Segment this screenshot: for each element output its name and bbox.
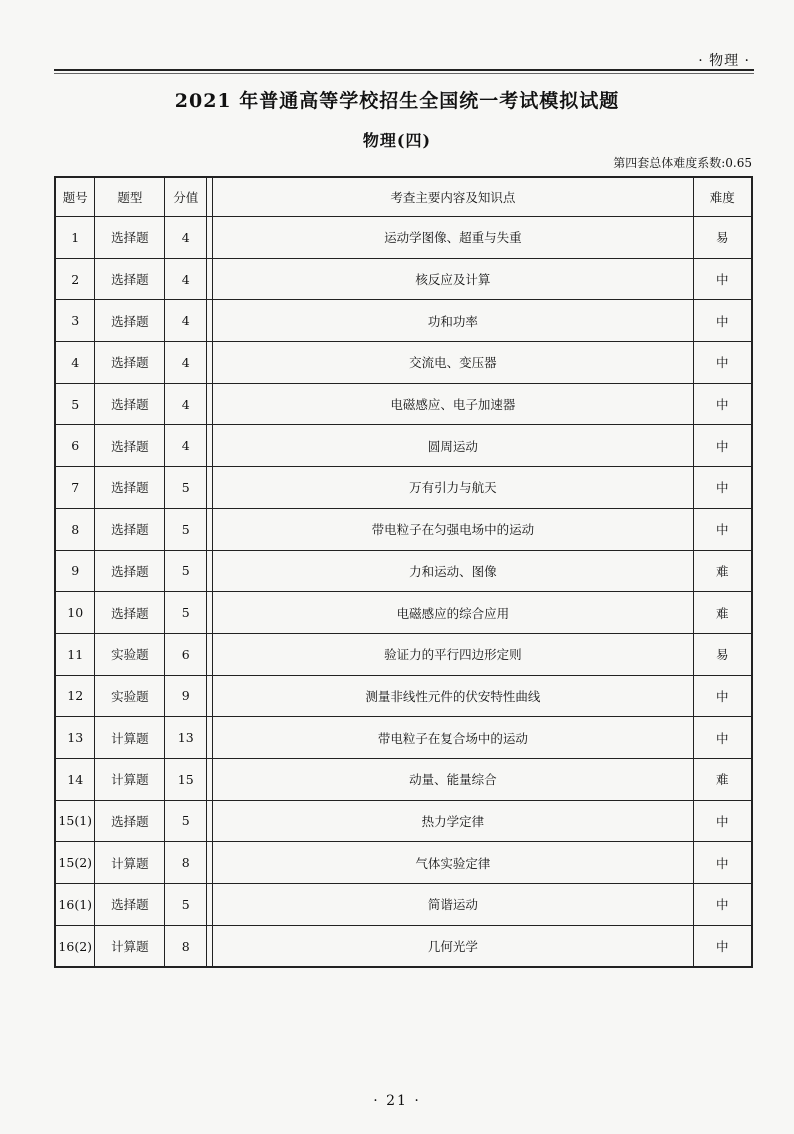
cell-difficulty: 中 xyxy=(693,467,752,509)
cell-type: 选择题 xyxy=(95,592,165,634)
cell-content: 带电粒子在匀强电场中的运动 xyxy=(213,508,693,550)
header-content: 考查主要内容及知识点 xyxy=(213,177,693,217)
cell-type: 选择题 xyxy=(95,550,165,592)
header-rule-thin xyxy=(54,73,754,74)
cell-score: 5 xyxy=(165,508,207,550)
cell-content: 力和运动、图像 xyxy=(213,550,693,592)
cell-no: 5 xyxy=(55,383,95,425)
cell-difficulty: 中 xyxy=(693,717,752,759)
cell-difficulty: 易 xyxy=(693,217,752,259)
cell-score: 5 xyxy=(165,884,207,926)
cell-score: 4 xyxy=(165,383,207,425)
cell-content: 万有引力与航天 xyxy=(213,467,693,509)
cell-type: 选择题 xyxy=(95,342,165,384)
cell-no: 2 xyxy=(55,258,95,300)
cell-difficulty: 中 xyxy=(693,425,752,467)
table-header-row xyxy=(55,177,752,217)
cell-difficulty: 易 xyxy=(693,633,752,675)
cell-content: 几何光学 xyxy=(213,925,693,967)
table-row xyxy=(55,800,752,842)
cell-score: 6 xyxy=(165,633,207,675)
cell-no: 7 xyxy=(55,467,95,509)
cell-content: 动量、能量综合 xyxy=(213,758,693,800)
cell-score: 13 xyxy=(165,717,207,759)
cell-difficulty: 难 xyxy=(693,550,752,592)
cell-type: 选择题 xyxy=(95,383,165,425)
table-row xyxy=(55,550,752,592)
header-rule xyxy=(54,69,754,71)
cell-content: 电磁感应、电子加速器 xyxy=(213,383,693,425)
table-row xyxy=(55,300,752,342)
cell-difficulty: 中 xyxy=(693,508,752,550)
cell-type: 选择题 xyxy=(95,800,165,842)
cell-type: 计算题 xyxy=(95,717,165,759)
header-type: 题型 xyxy=(95,177,165,217)
cell-score: 8 xyxy=(165,925,207,967)
cell-score: 5 xyxy=(165,467,207,509)
cell-no: 16(1) xyxy=(55,884,95,926)
cell-score: 4 xyxy=(165,300,207,342)
cell-no: 14 xyxy=(55,758,95,800)
cell-type: 选择题 xyxy=(95,217,165,259)
cell-no: 8 xyxy=(55,508,95,550)
cell-difficulty: 难 xyxy=(693,592,752,634)
cell-content: 运动学图像、超重与失重 xyxy=(213,217,693,259)
table-row xyxy=(55,258,752,300)
cell-score: 4 xyxy=(165,258,207,300)
cell-type: 计算题 xyxy=(95,758,165,800)
cell-type: 计算题 xyxy=(95,842,165,884)
cell-no: 12 xyxy=(55,675,95,717)
page-number: · 21 · xyxy=(373,1093,421,1109)
cell-content: 电磁感应的综合应用 xyxy=(213,592,693,634)
cell-difficulty: 中 xyxy=(693,383,752,425)
table-row xyxy=(55,425,752,467)
table-row xyxy=(55,884,752,926)
cell-difficulty: 中 xyxy=(693,842,752,884)
table-row xyxy=(55,467,752,509)
table-row xyxy=(55,508,752,550)
table-row xyxy=(55,383,752,425)
cell-content: 测量非线性元件的伏安特性曲线 xyxy=(213,675,693,717)
header-difficulty: 难度 xyxy=(693,177,752,217)
cell-difficulty: 中 xyxy=(693,675,752,717)
cell-content: 热力学定律 xyxy=(213,800,693,842)
cell-score: 8 xyxy=(165,842,207,884)
cell-no: 3 xyxy=(55,300,95,342)
cell-no: 4 xyxy=(55,342,95,384)
cell-type: 选择题 xyxy=(95,300,165,342)
table-row xyxy=(55,633,752,675)
cell-no: 15(2) xyxy=(55,842,95,884)
cell-score: 9 xyxy=(165,675,207,717)
cell-content: 圆周运动 xyxy=(213,425,693,467)
cell-score: 5 xyxy=(165,550,207,592)
cell-no: 9 xyxy=(55,550,95,592)
cell-no: 13 xyxy=(55,717,95,759)
cell-no: 10 xyxy=(55,592,95,634)
cell-score: 4 xyxy=(165,425,207,467)
cell-score: 5 xyxy=(165,592,207,634)
cell-difficulty: 中 xyxy=(693,884,752,926)
header-no: 题号 xyxy=(55,177,95,217)
cell-content: 带电粒子在复合场中的运动 xyxy=(213,717,693,759)
cell-type: 实验题 xyxy=(95,633,165,675)
cell-content: 简谐运动 xyxy=(213,884,693,926)
table-row xyxy=(55,342,752,384)
cell-difficulty: 中 xyxy=(693,800,752,842)
table-row xyxy=(55,217,752,259)
cell-difficulty: 中 xyxy=(693,925,752,967)
cell-type: 实验题 xyxy=(95,675,165,717)
cell-type: 选择题 xyxy=(95,884,165,926)
table-row xyxy=(55,717,752,759)
cell-difficulty: 中 xyxy=(693,300,752,342)
cell-difficulty: 中 xyxy=(693,342,752,384)
table-row xyxy=(55,842,752,884)
cell-type: 计算题 xyxy=(95,925,165,967)
cell-score: 4 xyxy=(165,217,207,259)
cell-no: 6 xyxy=(55,425,95,467)
cell-content: 交流电、变压器 xyxy=(213,342,693,384)
cell-no: 15(1) xyxy=(55,800,95,842)
cell-no: 11 xyxy=(55,633,95,675)
cell-content: 验证力的平行四边形定则 xyxy=(213,633,693,675)
cell-content: 气体实验定律 xyxy=(213,842,693,884)
cell-score: 15 xyxy=(165,758,207,800)
table-row xyxy=(55,758,752,800)
table-body xyxy=(55,217,752,968)
cell-type: 选择题 xyxy=(95,467,165,509)
cell-content: 核反应及计算 xyxy=(213,258,693,300)
cell-score: 4 xyxy=(165,342,207,384)
cell-difficulty: 中 xyxy=(693,258,752,300)
page-title: 2021 年普通高等学校招生全国统一考试模拟试题 xyxy=(174,90,620,112)
cell-score: 5 xyxy=(165,800,207,842)
subject-tag: · 物理 · xyxy=(698,53,750,69)
table-row xyxy=(55,675,752,717)
cell-difficulty: 难 xyxy=(693,758,752,800)
table-row xyxy=(55,925,752,967)
cell-no: 1 xyxy=(55,217,95,259)
cell-no: 16(2) xyxy=(55,925,95,967)
cell-type: 选择题 xyxy=(95,258,165,300)
page-subtitle: 物理(四) xyxy=(362,131,432,150)
difficulty-note: 第四套总体难度系数:0.65 xyxy=(613,156,752,170)
table-row xyxy=(55,592,752,634)
knowledge-table xyxy=(54,176,753,968)
cell-type: 选择题 xyxy=(95,508,165,550)
cell-type: 选择题 xyxy=(95,425,165,467)
cell-content: 功和功率 xyxy=(213,300,693,342)
header-score: 分值 xyxy=(165,177,207,217)
